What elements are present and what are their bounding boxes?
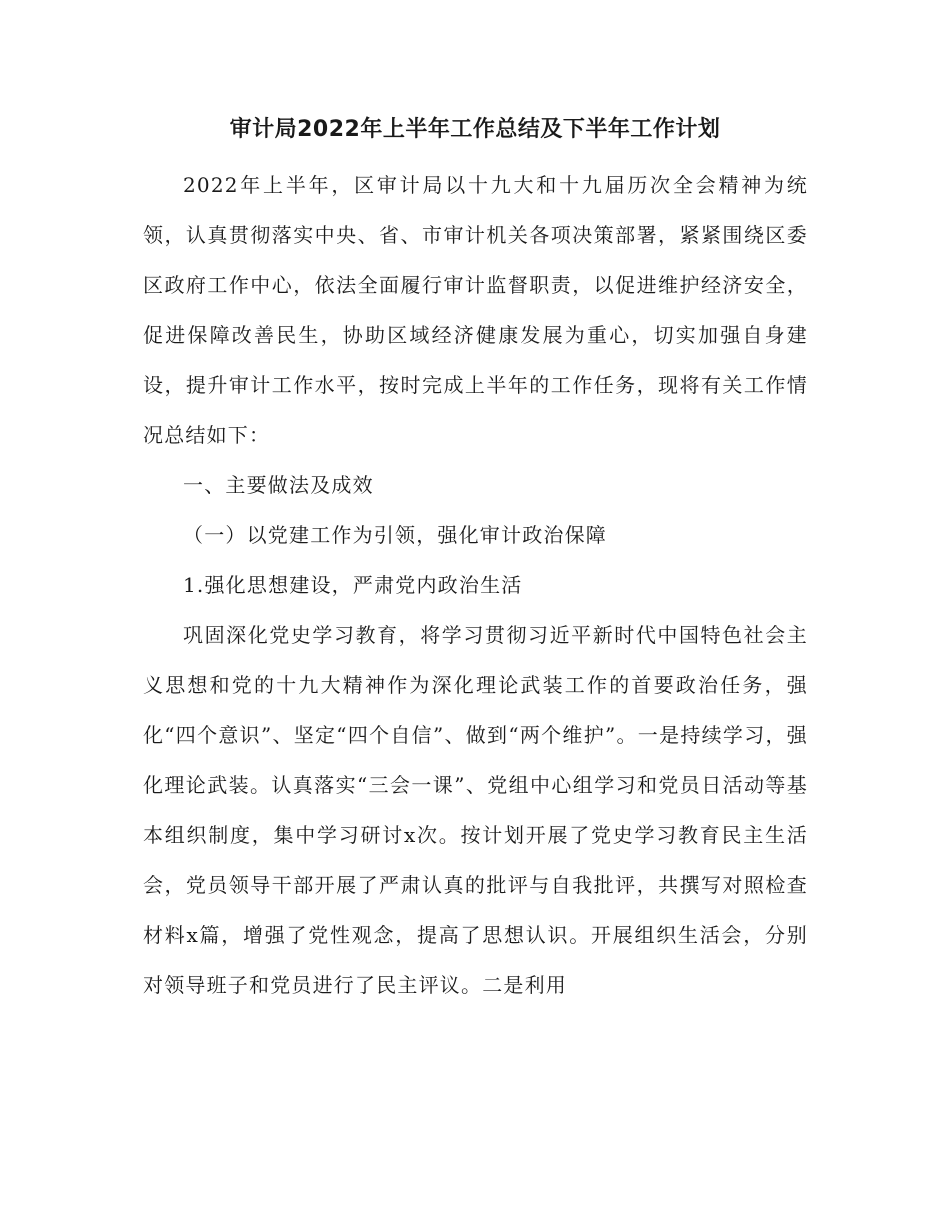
item-heading: 1.强化思想建设，严肃党内政治生活 — [183, 573, 523, 597]
document-title: 审计局2022年上半年工作总结及下半年工作计划 — [229, 117, 721, 142]
document-body — [143, 160, 808, 1010]
intro-paragraph: 2022年上半年，区审计局以十九大和十九届历次全会精神为统领，认真贯彻落实中央、省、市审计机关各项决策部署，紧紧围绕区委区政府工作中心，依法全面履行审计监督职责，以促进维护经济安全，促进保障改善民生，协助区域经济健康发展为重心，切实加强自身建设，提升审计工作水平，按时完成上半年的工作任务，现将有关工作情况总结如下： — [143, 173, 808, 447]
body-paragraph: 巩固深化党史学习教育，将学习贯彻习近平新时代中国特色社会主义思想和党的十九大精神作为深化理论武装工作的首要政治任务，强化“四个意识”、坚定“四个自信”、做到“两个维护”。一是持续学习，强化理论武装。认真落实“三会一课”、党组中心组学习和党员日活动等基本组织制度，集中学习研讨x次。按计划开展了党史学习教育民主生活会，党员领导干部开展了严肃认真的批评与自我批评，共撰写对照检查材料x篇，增强了党性观念，提高了思想认识。开展组织生活会，分别对领导班子和党员进行了民主评议。二是利用 — [143, 623, 808, 997]
subsection-heading: （一）以党建工作为引领，强化审计政治保障 — [183, 523, 607, 547]
section-heading: 一、主要做法及成效 — [183, 473, 374, 497]
